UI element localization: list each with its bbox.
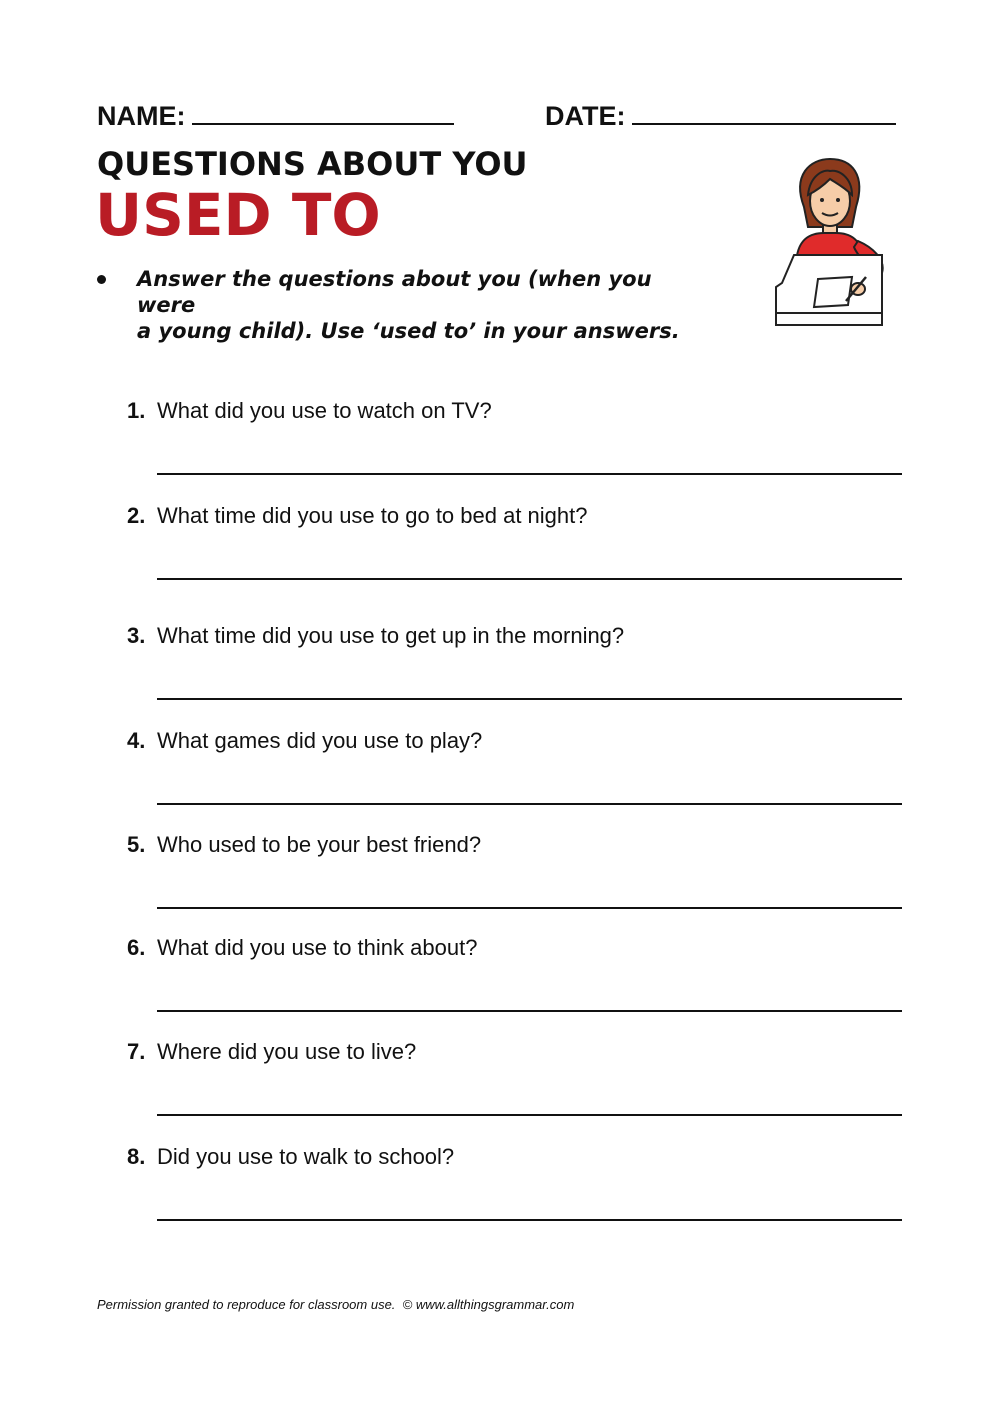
- question-item: [127, 935, 907, 961]
- question-item: [127, 1039, 907, 1065]
- answer-line[interactable]: [157, 1219, 902, 1221]
- instruction-list: [97, 266, 717, 344]
- question-text: What games did you use to play?: [157, 728, 483, 753]
- worksheet-subtitle: QUESTIONS ABOUT YOU: [97, 145, 528, 183]
- question-text: Who used to be your best friend?: [157, 832, 482, 857]
- question-number: 7.: [127, 1039, 146, 1064]
- name-field: [97, 100, 454, 132]
- date-label: DATE:: [545, 101, 626, 131]
- answer-line[interactable]: [157, 473, 902, 475]
- question-item: [127, 398, 907, 424]
- question-text: What time did you use to get up in the morning?: [157, 623, 625, 648]
- question-number: 3.: [127, 623, 146, 648]
- name-label: NAME:: [97, 101, 186, 131]
- instruction-item: [97, 266, 717, 344]
- answer-line[interactable]: [157, 578, 902, 580]
- question-number: 2.: [127, 503, 146, 528]
- question-text: What time did you use to go to bed at night?: [157, 503, 588, 528]
- instruction-line-1: Answer the questions about you (when you were: [137, 267, 652, 317]
- question-item: [127, 1144, 907, 1170]
- question-text: Did you use to walk to school?: [157, 1144, 455, 1169]
- question-item: [127, 623, 907, 649]
- question-number: 4.: [127, 728, 146, 753]
- girl-writing-at-desk-icon: [770, 155, 890, 333]
- copyright-footer: Permission granted to reproduce for classroom use. © www.allthingsgrammar.com: [97, 1297, 575, 1312]
- question-text: Where did you use to live?: [157, 1039, 417, 1064]
- name-blank-line[interactable]: [192, 101, 454, 125]
- date-field: [545, 100, 896, 132]
- bullet-icon: [97, 275, 106, 284]
- answer-line[interactable]: [157, 803, 902, 805]
- question-text: What did you use to watch on TV?: [157, 398, 492, 423]
- worksheet-title: USED TO: [95, 181, 381, 249]
- question-item: [127, 503, 907, 529]
- answer-line[interactable]: [157, 698, 902, 700]
- answer-line[interactable]: [157, 907, 902, 909]
- question-number: 5.: [127, 832, 146, 857]
- question-number: 1.: [127, 398, 146, 423]
- question-number: 8.: [127, 1144, 146, 1169]
- instruction-line-2: a young child). Use ‘used to’ in your answers.: [137, 319, 680, 343]
- date-blank-line[interactable]: [632, 101, 896, 125]
- answer-line[interactable]: [157, 1114, 902, 1116]
- question-text: What did you use to think about?: [157, 935, 478, 960]
- question-item: [127, 728, 907, 754]
- question-number: 6.: [127, 935, 146, 960]
- answer-line[interactable]: [157, 1010, 902, 1012]
- question-item: [127, 832, 907, 858]
